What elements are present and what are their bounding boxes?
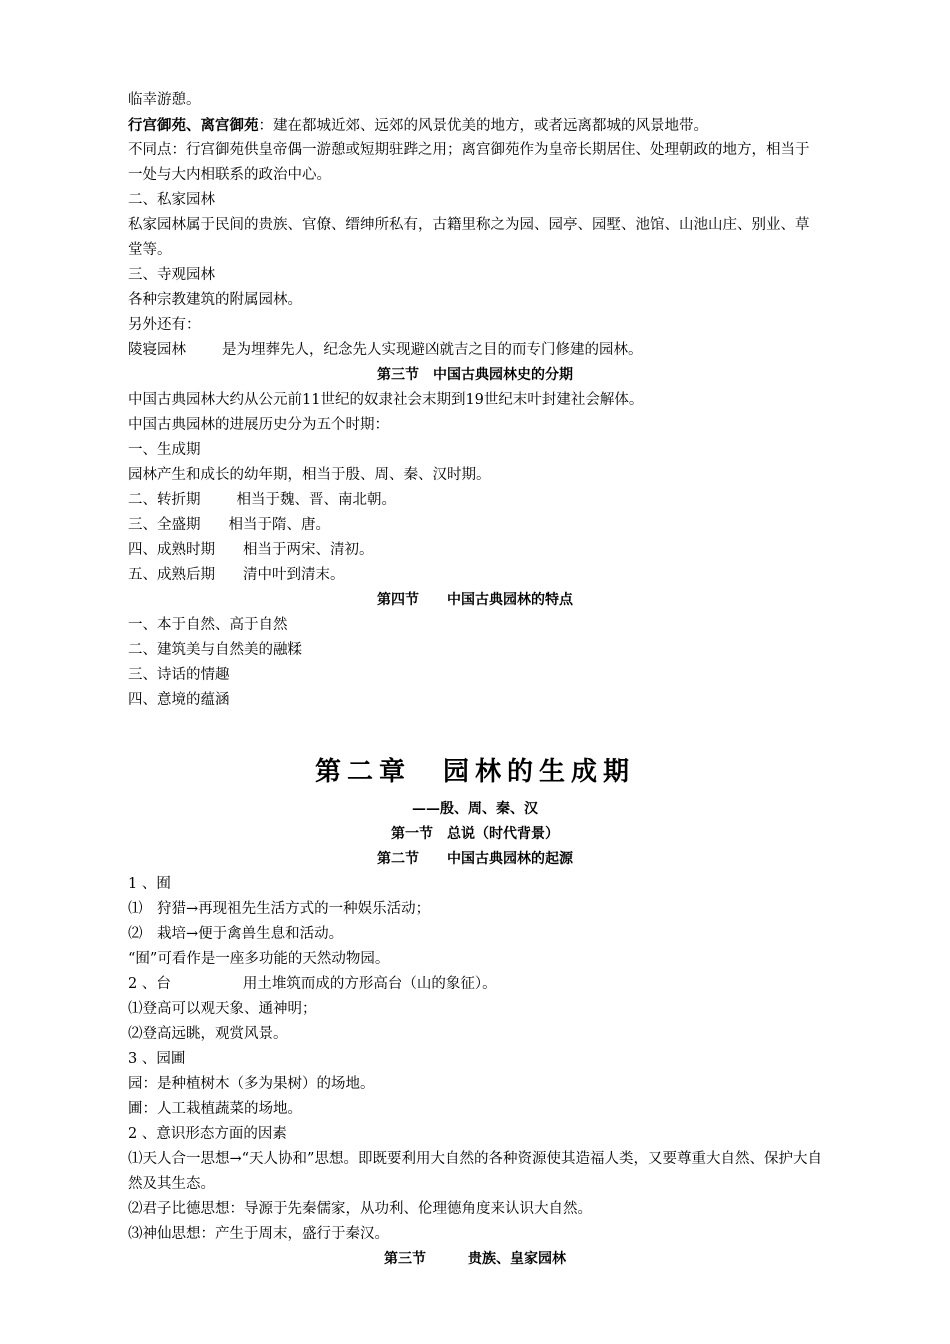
- chapter-subtitle: ——殷、周、秦、汉: [412, 801, 538, 817]
- document-page: [128, 88, 822, 1272]
- text-line: 中国古典园林大约从公元前11世纪的奴隶社会末期到19世纪末叶封建社会解体。: [128, 392, 644, 408]
- paragraph: ⑴天人合一思想→“天人协和”思想。即既要利用大自然的各种资源使其造福人类，又要尊重大自然、保护大自然及其生态。: [128, 1151, 822, 1192]
- text-line: ⑵登高远眺，观赏风景。: [128, 1026, 288, 1042]
- section-heading: 第三节 贵族、皇家园林: [384, 1251, 566, 1267]
- text-line: 圃：人工栽植蔬菜的场地。: [128, 1101, 302, 1117]
- paragraph: 不同点：行宫御苑供皇帝偶一游憩或短期驻跸之用；离宫御苑作为皇帝长期居住、处理朝政的地方，相当于一处与大内相联系的政治中心。: [128, 142, 810, 183]
- text-line: ⑴ 狩猎→再现祖先生活方式的一种娱乐活动；: [128, 901, 431, 917]
- text-line: ⑵君子比德思想：导源于先秦儒家，从功利、伦理德角度来认识大自然。: [128, 1201, 592, 1217]
- term-definition: ：建在都城近郊、远郊的风景优美的地方，或者远离都城的风景地带。: [258, 118, 708, 134]
- paragraph: 私家园林属于民间的贵族、官僚、缙绅所私有，古籍里称之为园、园亭、园墅、池馆、山池山庄、别业、草堂等。: [128, 217, 810, 258]
- section-heading: 第四节 中国古典园林的特点: [377, 592, 573, 608]
- section-heading: 第二节 中国古典园林的起源: [377, 851, 573, 867]
- text-line: ⑴登高可以观天象、通神明；: [128, 1001, 317, 1017]
- text-line: 1 、囿: [128, 876, 171, 892]
- period-item: 四、成熟时期 相当于两宋、清初。: [128, 542, 374, 558]
- text-line: 2 、台 用土堆筑而成的方形高台（山的象征）。: [128, 976, 497, 992]
- text-line: ⑶神仙思想：产生于周末，盛行于秦汉。: [128, 1226, 389, 1242]
- list-item: 一、本于自然、高于自然: [128, 617, 288, 633]
- text-line: ⑵ 栽培→便于禽兽生息和活动。: [128, 926, 344, 942]
- period-item: 二、转折期 相当于魏、晋、南北朝。: [128, 492, 396, 508]
- list-item: 二、建筑美与自然美的融糅: [128, 642, 302, 658]
- text-line: 各种宗教建筑的附属园林。: [128, 292, 302, 308]
- text-line: [128, 113, 822, 138]
- section-heading: 第三节 中国古典园林史的分期: [377, 367, 573, 383]
- list-item: 三、诗话的情趣: [128, 667, 230, 683]
- term-definition: 是为埋葬先人，纪念先人实现避凶就吉之目的而专门修建的园林。: [222, 342, 643, 358]
- text-line: “囿”可看作是一座多功能的天然动物园。: [128, 951, 390, 967]
- term-label: 陵寝园林: [128, 342, 186, 358]
- text-line: 中国古典园林的进展历史分为五个时期：: [128, 417, 389, 433]
- section-item: 二、私家园林: [128, 192, 215, 208]
- chapter-title: 第二章 园林的生成期: [314, 757, 635, 787]
- section-item: 三、寺观园林: [128, 267, 215, 283]
- text-line: [128, 338, 822, 363]
- period-item: 五、成熟后期 清中叶到清末。: [128, 567, 345, 583]
- section-heading: 第一节 总说（时代背景）: [391, 826, 559, 842]
- text-line: 园林产生和成长的幼年期，相当于殷、周、秦、汉时期。: [128, 467, 491, 483]
- period-item: 三、全盛期 相当于隋、唐。: [128, 517, 330, 533]
- text-line: 临幸游憩。: [128, 92, 201, 108]
- text-line: 另外还有：: [128, 317, 201, 333]
- period-item: 一、生成期: [128, 442, 201, 458]
- term-bold: 行宫御苑、离宫御苑: [128, 117, 259, 134]
- text-line: 园：是种植树木（多为果树）的场地。: [128, 1076, 375, 1092]
- list-item: 四、意境的蕴涵: [128, 692, 230, 708]
- text-line: 2 、意识形态方面的因素: [128, 1126, 287, 1142]
- text-line: 3 、园圃: [128, 1051, 186, 1067]
